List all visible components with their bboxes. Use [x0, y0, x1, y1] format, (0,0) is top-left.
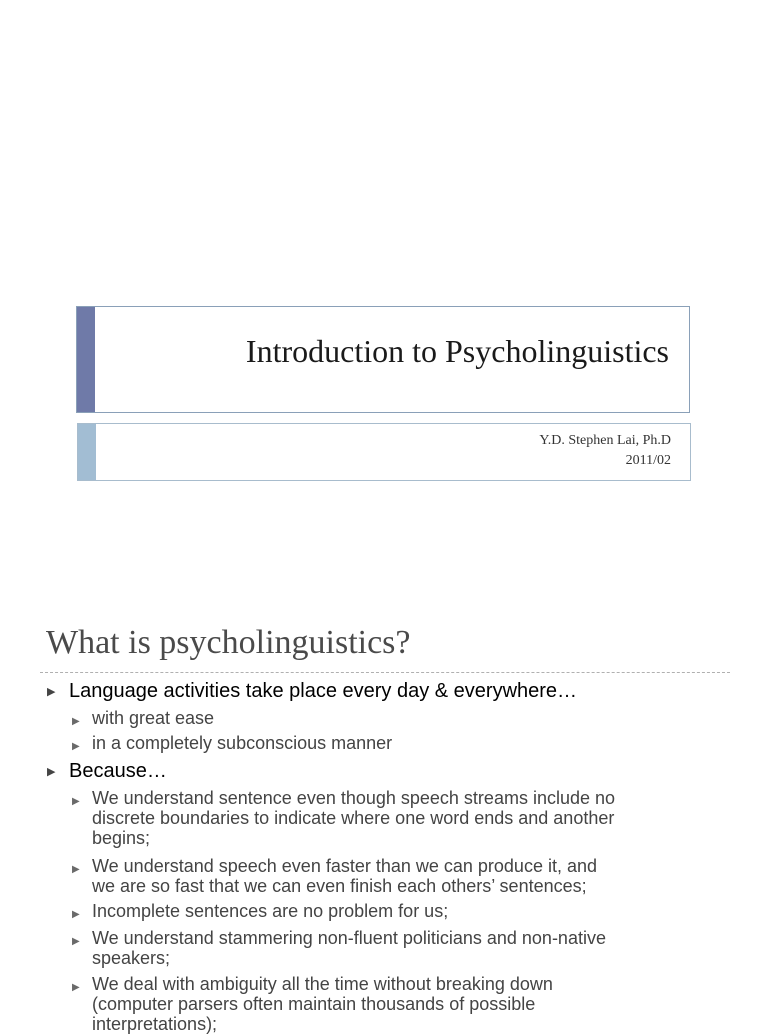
date: 2011/02	[625, 453, 671, 468]
sub-bullet-arrow-icon: ▶	[72, 936, 80, 947]
slide-title: Introduction to Psycholinguistics	[245, 333, 669, 369]
sub-bullet-item	[72, 733, 393, 753]
bullet-arrow-icon: ▶	[47, 766, 56, 778]
sub-bullet-arrow-icon: ▶	[72, 741, 80, 752]
sub-bullet-item	[72, 856, 597, 896]
bullet-arrow-icon: ▶	[47, 686, 56, 698]
sub-bullet-text-line: We understand stammering non-fluent politicians and non-native	[92, 928, 606, 948]
sub-bullet-text-line: We understand speech even faster than we can produce it, and	[92, 856, 597, 876]
sub-bullet-text-line: we are so fast that we can even finish each others’ sentences;	[92, 876, 587, 896]
sub-bullet-text-line: We deal with ambiguity all the time without breaking down	[92, 974, 553, 994]
bullet-text: Language activities take place every day & everywhere…	[69, 680, 578, 702]
sub-bullet-item	[72, 901, 449, 921]
sub-bullet-text: with great ease	[92, 708, 215, 728]
sub-bullet-arrow-icon: ▶	[72, 864, 80, 875]
sub-bullet-item	[72, 708, 215, 728]
bullet-text: Because…	[69, 760, 167, 782]
sub-bullet-text-line: Incomplete sentences are no problem for us;	[92, 901, 449, 921]
sub-bullet-item	[72, 928, 606, 968]
bullet-item	[47, 760, 167, 783]
sub-bullet-arrow-icon: ▶	[72, 796, 80, 807]
sub-bullet-item	[72, 974, 553, 1034]
sub-bullet-text-line: begins;	[92, 828, 151, 848]
section-heading: What is psycholinguistics?	[46, 624, 411, 661]
sub-bullet-text-line: We understand sentence even though speech streams include no	[92, 788, 616, 808]
sub-bullet-text-line: discrete boundaries to indicate where one word ends and another	[92, 808, 615, 828]
sub-bullet-text-line: speakers;	[92, 948, 171, 968]
sub-bullet-arrow-icon: ▶	[72, 982, 80, 993]
sub-bullet-text-line: interpretations);	[92, 1014, 218, 1034]
sub-bullet-text-line: (computer parsers often maintain thousands of possible	[92, 994, 536, 1014]
bullet-item	[47, 680, 578, 703]
sub-bullet-arrow-icon: ▶	[72, 909, 80, 920]
sub-bullet-arrow-icon: ▶	[72, 716, 80, 727]
author: Y.D. Stephen Lai, Ph.D	[539, 433, 671, 448]
sub-bullet-item	[72, 788, 616, 848]
sub-bullet-text: in a completely subconscious manner	[92, 733, 393, 753]
